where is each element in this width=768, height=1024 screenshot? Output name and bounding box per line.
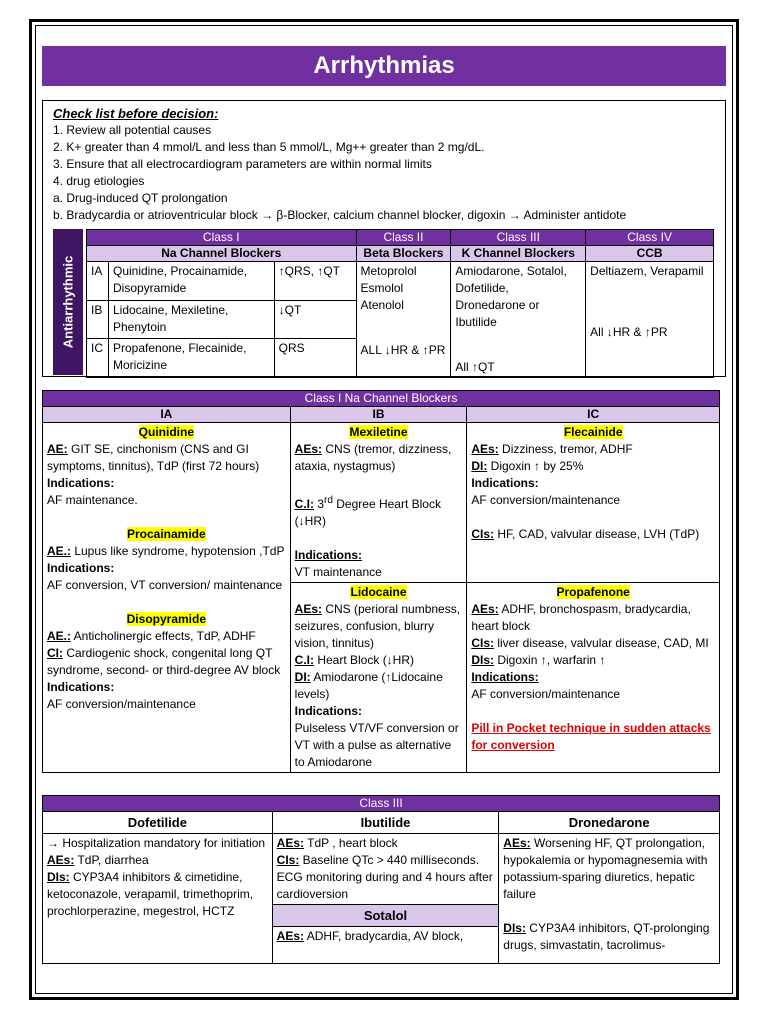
class-iv-cell — [586, 262, 714, 378]
subclass-drugs: Quinidine, Procainamide, Disopyramide — [108, 262, 274, 301]
sotalol-cell — [272, 927, 499, 964]
subclass-label: IA — [87, 262, 109, 301]
indications-text: AF conversion/maintenance — [47, 697, 196, 711]
class-iv-header: Class IV — [586, 230, 714, 246]
ci-text: 3 — [314, 497, 325, 511]
checklist-item: 2. K+ greater than 4 mmol/L and less than 5 mmol/L, Mg++ greater than 2 mg/dL. — [53, 140, 485, 154]
class-iii-effect: All ↑QT — [455, 360, 495, 374]
drug-name-propafenone: Propafenone — [556, 585, 630, 599]
drug-name-quinidine: Quinidine — [138, 425, 194, 439]
ae-text: CNS (perioral numbness, seizures, confusion, blurry vision, tinnitus) — [294, 602, 461, 650]
indications-label: Indications: — [471, 670, 539, 684]
ia-header: IA — [43, 407, 291, 423]
ae-text: ADHF, bronchospasm, bradycardia, heart block — [471, 602, 691, 633]
ae-label: AEs: — [471, 602, 499, 616]
ae-text: ADHF, bradycardia, AV block, — [304, 929, 464, 943]
checklist-item: 1. Review all potential causes — [53, 123, 212, 137]
ci-text: Cardiogenic shock, congenital long QT syndrome, second- or third-degree AV block — [47, 646, 281, 677]
class-iii-cell — [451, 262, 586, 378]
class-ii-effect: ALL ↓HR & ↑PR — [360, 343, 446, 357]
ae-label: AEs: — [471, 442, 499, 456]
ci-text: Heart Block (↓HR) — [314, 653, 415, 667]
indications-text: AF maintenance. — [47, 493, 138, 507]
page-title: Arrhythmias — [42, 46, 726, 86]
ae-text: Dizziness, tremor, ADHF — [498, 442, 633, 456]
dronedarone-cell — [499, 834, 720, 964]
class-iii-drugs: Amiodarone, Sotalol, Dofetilide, Dronedarone or Ibutilide — [455, 264, 567, 329]
checklist-title: Check list before decision: — [53, 106, 219, 121]
ae-text: CNS (tremor, dizziness, ataxia, nystagmus) — [294, 442, 452, 473]
checklist-item: 4. drug etiologies — [53, 174, 145, 188]
class-ii-header: Class II — [356, 230, 451, 246]
ic-propafenone-cell — [467, 583, 720, 773]
ae-label: AE.: — [47, 544, 71, 558]
ae-text: GIT SE, cinchonism (CNS and GI symptoms, tinnitus), TdP (first 72 hours) — [47, 442, 260, 473]
ci-label: CIs: — [471, 527, 495, 541]
dronedarone-header: Dronedarone — [499, 812, 720, 834]
indications-label: Indications: — [294, 548, 362, 562]
class-iv-drugs: Deltiazem, Verapamil — [590, 264, 704, 278]
indications-text: AF conversion/maintenance — [471, 687, 621, 701]
subclass-effect: ↑QRS, ↑QT — [274, 262, 356, 301]
class-iii-subheader: K Channel Blockers — [451, 246, 586, 262]
subclass-effect: ↓QT — [274, 300, 356, 339]
drug-name-procainamide: Procainamide — [126, 527, 206, 541]
class-ii-drug: Metoprolol — [360, 264, 417, 278]
ae-label: AEs: — [294, 442, 322, 456]
class-i-subheader: Na Channel Blockers — [87, 246, 357, 262]
di-text: Amiodarone (↑Lidocaine levels) — [294, 670, 443, 701]
class-ii-drug: Esmolol — [360, 281, 404, 295]
dofetilide-initiation: → Hospitalization mandatory for initiation — [47, 836, 266, 850]
ae-label: AEs: — [47, 853, 75, 867]
class-iii-detail-header: Class III — [43, 796, 720, 812]
antiarrhythmic-side-label — [53, 229, 83, 375]
dofetilide-header: Dofetilide — [43, 812, 273, 834]
ib-header: IB — [290, 407, 467, 423]
ae-label: AEs: — [276, 929, 305, 943]
drug-name-disopyramide: Disopyramide — [126, 612, 206, 626]
ci-text: Degree Heart Block (↓HR) — [294, 497, 441, 528]
class-i-detail-table — [42, 390, 720, 773]
indications-text: VT maintenance — [294, 565, 382, 579]
di-label: DIs: — [47, 870, 70, 884]
ci-text: Baseline QTc > 440 milliseconds. ECG monitoring during and 4 hours after cardioversion — [276, 853, 493, 901]
indications-text: Pulseless VT/VF conversion or VT with a pulse as alternative to Amiodarone — [294, 721, 459, 769]
ibutilide-header: Ibutilide — [272, 812, 499, 834]
ae-label: AEs: — [503, 836, 531, 850]
ibutilide-cell — [272, 834, 499, 905]
antiarrhythmic-side-text: Antiarrhythmic — [60, 255, 76, 349]
subclass-drugs: Lidocaine, Mexiletine, Phenytoin — [108, 300, 274, 339]
class-ii-cell — [356, 262, 451, 378]
checklist-item: a. Drug-induced QT prolongation — [53, 191, 228, 205]
indications-text: AF conversion/maintenance — [471, 493, 621, 507]
di-label: DIs: — [471, 653, 495, 667]
di-text: Digoxin ↑ by 25% — [487, 459, 584, 473]
checklist-item: b. Bradycardia or atrioventricular block → β-Blocker, calcium channel blocker, digoxin → Administer antidote — [53, 208, 627, 222]
ae-label: AEs: — [294, 602, 322, 616]
ic-flecainide-cell — [467, 423, 720, 583]
indications-text: AF conversion, VT conversion/ maintenance — [47, 578, 283, 592]
ae-text: TdP , heart block — [304, 836, 398, 850]
di-text: CYP3A4 inhibitors & cimetidine, ketoconazole, verapamil, trimethoprim, prochlorperazine, megestrol, HCTZ — [47, 870, 254, 918]
ci-label: C.I: — [294, 653, 314, 667]
pill-in-pocket-note: Pill in Pocket technique in sudden attacks for conversion — [471, 721, 711, 752]
class-i-header: Class I — [87, 230, 357, 246]
ci-text: HF, CAD, valvular disease, LVH (TdP) — [494, 527, 700, 541]
ae-text: TdP, diarrhea — [74, 853, 149, 867]
di-label: DIs: — [503, 921, 526, 935]
class-iii-header: Class III — [451, 230, 586, 246]
di-label: DI: — [471, 459, 488, 473]
ib-mexiletine-cell — [290, 423, 467, 583]
ae-text: Worsening HF, QT prolongation, hypokalemia or hypomagnesemia with potassium-sparing diuretics, hepatic failure — [503, 836, 708, 901]
class-i-detail-header: Class I Na Channel Blockers — [43, 391, 720, 407]
di-text: CYP3A4 inhibitors, QT-prolonging drugs, simvastatin, tacrolimus- — [503, 921, 710, 952]
ib-lidocaine-cell — [290, 583, 467, 773]
antiarrhythmic-table — [86, 229, 714, 378]
ci-label: CI: — [47, 646, 63, 660]
class-iii-detail-table — [42, 795, 720, 964]
drug-name-lidocaine: Lidocaine — [350, 585, 407, 599]
ae-text: Anticholinergic effects, TdP, ADHF — [71, 629, 256, 643]
checklist — [53, 105, 723, 224]
indications-label: Indications: — [471, 476, 539, 490]
di-label: DI: — [294, 670, 311, 684]
ia-cell — [43, 423, 291, 773]
drug-name-mexiletine: Mexiletine — [349, 425, 408, 439]
ae-label: AE.: — [47, 629, 71, 643]
subclass-effect: QRS — [274, 339, 356, 378]
di-text: Digoxin ↑, warfarin ↑ — [494, 653, 606, 667]
checklist-item: 3. Ensure that all electrocardiogram parameters are within normal limits — [53, 157, 432, 171]
drug-name-flecainide: Flecainide — [563, 425, 623, 439]
indications-label: Indications: — [47, 680, 115, 694]
ci-label: C.I: — [294, 497, 314, 511]
subclass-label: IB — [87, 300, 109, 339]
subclass-label: IC — [87, 339, 109, 378]
subclass-drugs: Propafenone, Flecainide, Moricizine — [108, 339, 274, 378]
class-iv-subheader: CCB — [586, 246, 714, 262]
dofetilide-cell — [43, 834, 273, 964]
class-ii-subheader: Beta Blockers — [356, 246, 451, 262]
indications-label: Indications: — [294, 704, 362, 718]
ci-label: CIs: — [471, 636, 495, 650]
ci-text: liver disease, valvular disease, CAD, MI — [494, 636, 709, 650]
indications-label: Indications: — [47, 476, 115, 490]
ae-label: AE: — [47, 442, 68, 456]
ic-header: IC — [467, 407, 720, 423]
class-iv-effect: All ↓HR & ↑PR — [590, 325, 668, 339]
ae-label: AEs: — [276, 836, 305, 850]
ci-label: CIs: — [276, 853, 300, 867]
sotalol-header: Sotalol — [272, 905, 499, 927]
ae-text: Lupus like syndrome, hypotension ,TdP — [71, 544, 285, 558]
ci-superscript: rd — [324, 495, 333, 506]
indications-label: Indications: — [47, 561, 115, 575]
class-ii-drug: Atenolol — [360, 298, 404, 312]
